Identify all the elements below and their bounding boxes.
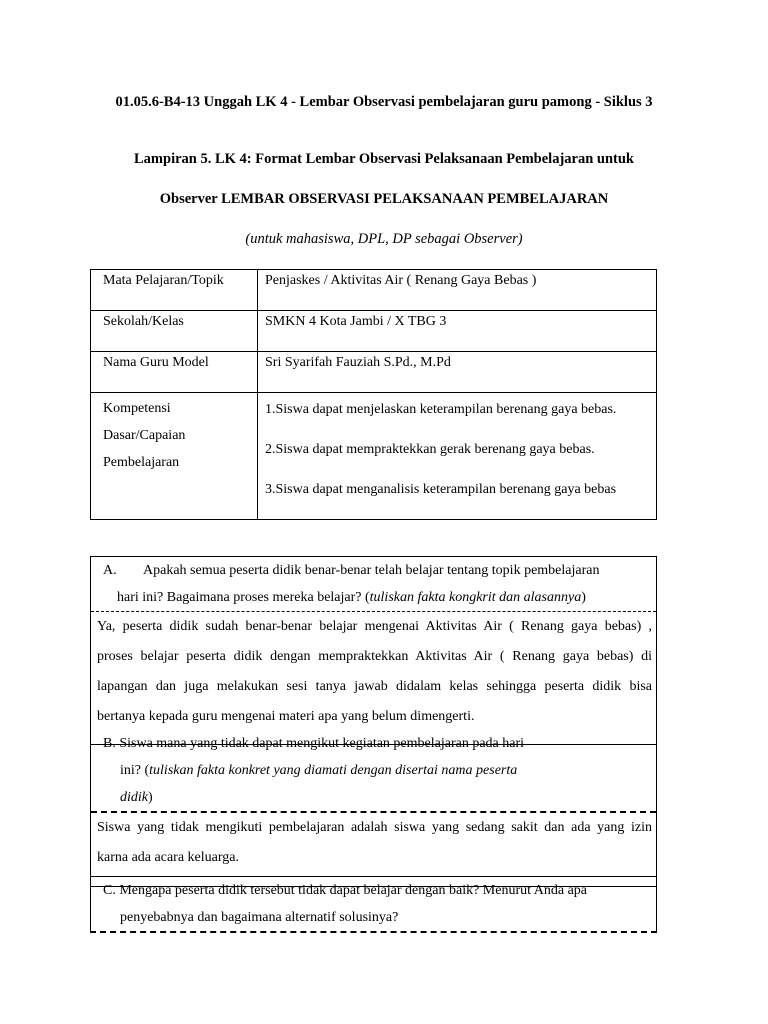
lesson-info-table <box>90 269 657 520</box>
question-c-box <box>90 876 657 933</box>
appendix-title: Lampiran 5. LK 4: Format Lembar Observasi Pelaksanaan Pembelajaran untuk <box>134 151 634 167</box>
question-a-box <box>90 556 657 745</box>
competency-goals <box>265 393 656 500</box>
subject-value: Penjaskes / Aktivitas Air ( Renang Gaya Bebas ) <box>265 273 537 288</box>
school-class-label: Sekolah/Kelas <box>103 314 184 329</box>
question-c: C. Mengapa peserta didik tersebut tidak dapat belajar dengan baik? Menurut Anda apa penyebabnya dan bagaimana alternatif solusinya? <box>103 883 587 925</box>
question-b-box <box>90 730 657 887</box>
school-class-value: SMKN 4 Kota Jambi / X TBG 3 <box>265 314 447 329</box>
competency-label: Kompetensi Dasar/Capaian Pembelajaran <box>103 401 186 470</box>
goal-item: 1.Siswa dapat menjelaskan keterampilan berenang gaya bebas. <box>265 402 617 417</box>
question-a: A. Apakah semua peserta didik benar-benar telah belajar tentang topik pembelajaran hari ini? Bagaimana proses mereka belajar? (tuliskan fakta kongkrit dan alasannya) <box>91 557 656 611</box>
answer-a: Ya, peserta didik sudah benar-benar belajar mengenai Aktivitas Air ( Renang gaya bebas) , proses belajar peserta didik dengan mempraktekkan Aktivitas Air ( Renang gaya bebas) di lapangan dan juga melakukan sesi tanya jawab didalam kelas sehingga peserta didik bisa bertanya kepada guru mengenai materi apa yang belum dimengerti. <box>91 611 656 744</box>
teacher-value: Sri Syarifah Fauziah S.Pd., M.Pd <box>265 355 451 370</box>
observer-subtitle: (untuk mahasiswa, DPL, DP sebagai Observer) <box>245 231 523 247</box>
question-a-label: A. <box>103 563 117 578</box>
table-row <box>91 393 657 520</box>
question-b: B. Siswa mana yang tidak dapat mengikut kegiatan pembelajaran pada hari ini? (tuliskan fakta konkret yang diamati dengan disertai nama peserta didik) <box>103 736 525 805</box>
teacher-label: Nama Guru Model <box>103 355 209 370</box>
goal-item: 2.Siswa dapat mempraktekkan gerak berenang gaya bebas. <box>265 442 595 457</box>
table-row <box>91 311 657 352</box>
table-row <box>91 270 657 311</box>
answer-b: Siswa yang tidak mengikuti pembelajaran adalah siswa yang sedang sakit dan ada yang izin karna ada acara keluarga. <box>91 811 656 886</box>
subject-label: Mata Pelajaran/Topik <box>103 273 224 288</box>
document-code-title: 01.05.6-B4-13 Unggah LK 4 - Lembar Observasi pembelajaran guru pamong - Siklus 3 <box>115 94 653 110</box>
table-row <box>91 352 657 393</box>
observation-sheet-title: Observer LEMBAR OBSERVASI PELAKSANAAN PEMBELAJARAN <box>159 191 609 207</box>
goal-item: 3.Siswa dapat menganalisis keterampilan berenang gaya bebas <box>265 482 617 497</box>
